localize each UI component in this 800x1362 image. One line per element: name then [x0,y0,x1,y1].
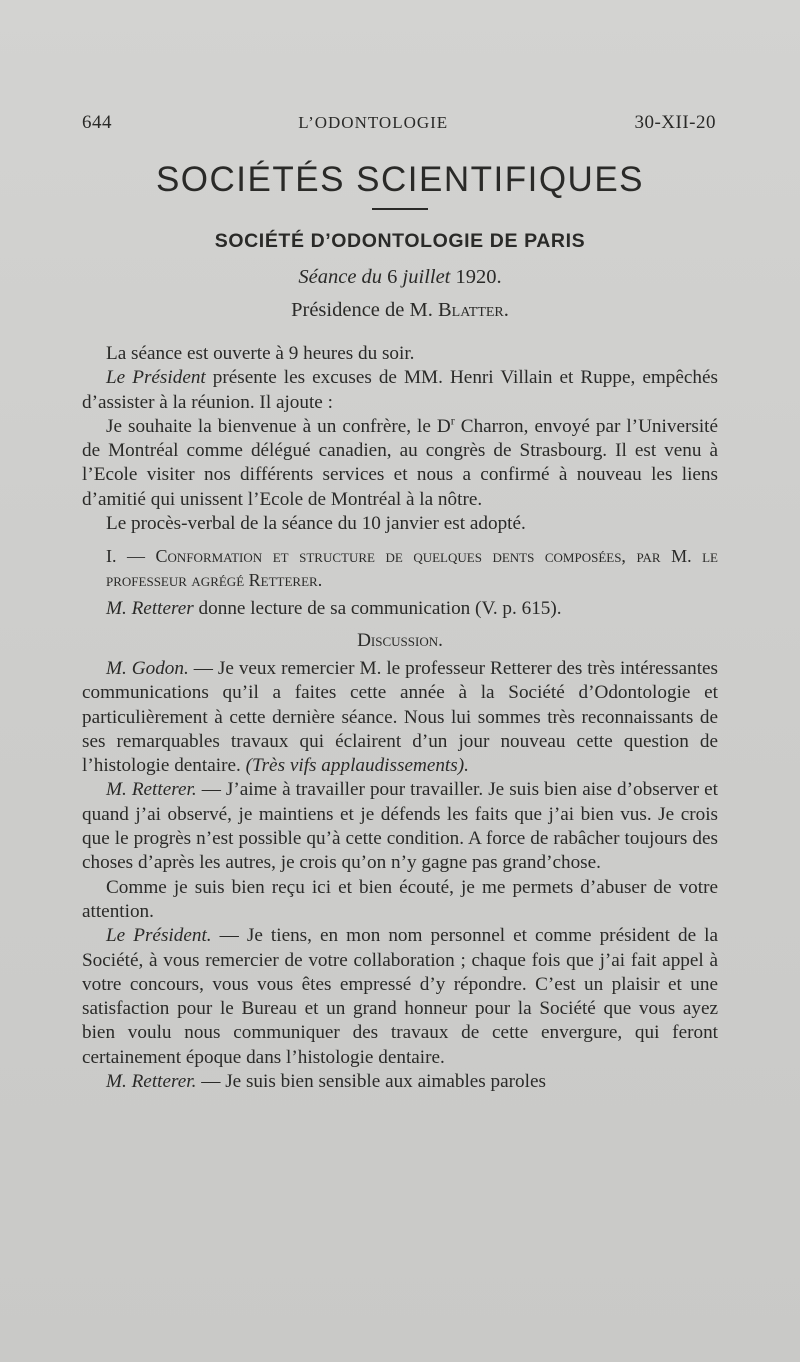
superscript: r [450,413,455,428]
speaker: Le Président [106,367,206,389]
paragraph-text: Charron, envoyé par l’Université de Montréal comme délégué canadien, au congrès de Strasbourg. Il est venu à l’Ecole visiter nos différents services et nous a confirmé à nouveau les liens d’amitié qui unissent l’Ecole de Montréal à la nôtre. [82,415,719,510]
seance-label: Séance du [298,266,383,288]
president-name: Blatter. [437,299,509,321]
title-rule [372,208,428,210]
speaker: M. Godon. [106,657,189,679]
discussion-heading: Discussion. [357,629,443,651]
paragraph-president-thanks [82,924,718,1070]
paragraph-retterer-final [82,1070,718,1094]
paragraph-text: Le procès-verbal de la séance du 10 janvier est adopté. [106,513,526,535]
paragraph-text: Comme je suis bien reçu ici et bien écouté, je me permets d’abuser de votre attention. [82,876,718,922]
speaker: Le Président. [106,925,212,947]
page-number: 644 [82,112,112,133]
paragraph-text: — Je tiens, en mon nom personnel et comme président de la Société, à vous remercier de votre collaboration ; chaque fois que j’ai fait appel à votre concours, vous vous êtes empressé d’y répondre. C’est un plaisir et une satisfaction pour le Bureau et un grand honneur pour la Société que vous ayez bien voulu nous communiquer des travaux de cette envergure, qui feront certainement époque dans l’histologie dentaire. [82,925,718,1068]
presidence-line [0,299,800,322]
paragraph-text: — J’aime à travailler pour travailler. Je suis bien aise d’observer et quand j’ai observé, je maintiens et je défends les faits que j’ai bien vus. Je crois que le progrès n’est possible qu’à cette condition. A force de rabâcher toujours des choses d’après les autres, je crois qu’on n’y gagne pas grand’chose. [82,779,718,874]
presidence-prefix: Présidence de M. [291,299,433,321]
speaker: M. Retterer. [106,1071,197,1093]
speaker: M. Retterer [106,598,194,620]
page-title: SOCIÉTÉS SCIENTIFIQUES [155,160,645,199]
paragraph-minutes [82,512,718,536]
speaker: M. Retterer. [106,779,197,801]
society-heading: SOCIÉTÉ D’ODONTOLOGIE DE PARIS [214,230,586,252]
running-head [82,112,716,134]
seance-day: 6 [387,266,398,288]
paragraph-retterer-reply [82,778,718,875]
paragraph-opening [82,342,718,366]
seance-month: juillet [402,266,451,288]
paragraph-text: donne lecture de sa communication (V. p. 615). [193,598,562,620]
applause-note: (Très vifs applaudissements). [245,755,469,777]
section-heading: I. — Conformation et structure de quelques dents composées, par M. le professeur agrégé Retterer. [106,546,718,591]
paragraph-text: La séance est ouverte à 9 heures du soir. [106,343,415,364]
paragraph-text: Je souhaite la bienvenue à un confrère, le D [106,415,451,437]
paragraph-text: — Je veux remercier M. le professeur Retterer des très intéressantes communications qu’il a faites cette année à la Société d’Odontologie et particulièrement à cette dernière séance. Nous lui sommes très reconnaissants de ses remarquables travaux qui éclairent d’un jour nouveau cette question de l’histologie dentaire. [82,657,719,777]
issue-date: 30-XII-20 [634,112,716,133]
paragraph-reading [82,597,718,621]
seance-year: 1920. [455,266,502,288]
paragraph-president-excuses [82,366,718,415]
body-text [82,342,718,1094]
paragraph-text: présente les excuses de MM. Henri Villain et Ruppe, empêchés d’assister à la réunion. Il ajoute : [82,367,718,413]
journal-title: L’ODONTOLOGIE [298,113,449,132]
paragraph-attention [82,876,718,925]
paragraph-godon [82,657,718,778]
seance-line [0,266,800,289]
paragraph-text: — Je suis bien sensible aux aimables paroles [196,1071,546,1093]
paragraph-welcome [82,415,718,512]
